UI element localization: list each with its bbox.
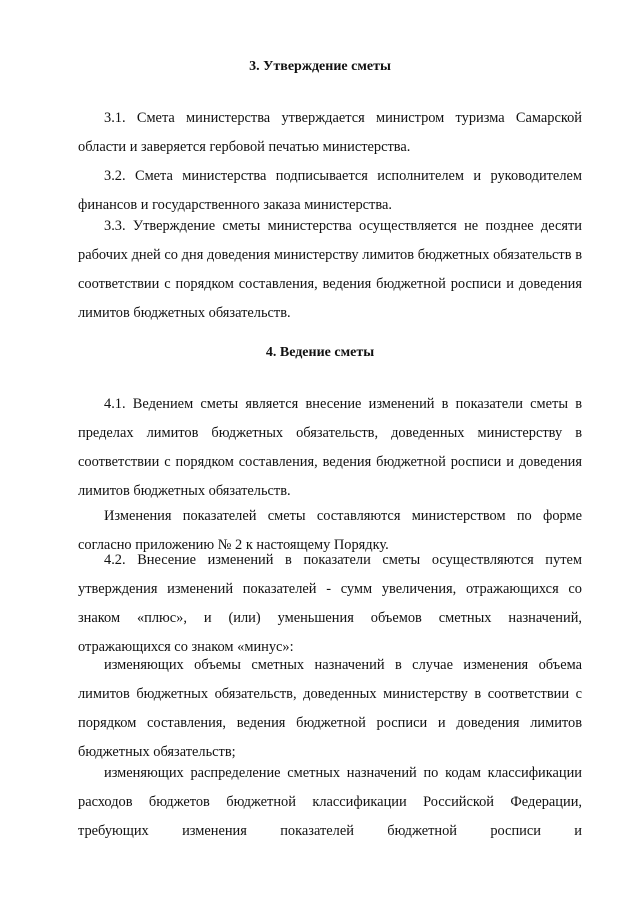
paragraph-3-2: 3.2. Смета министерства подписывается исполнителем и руководителем финансов и государственного заказа министерства. <box>78 168 582 213</box>
paragraph-changes-form: Изменения показателей сметы составляются министерством по форме согласно приложению № 2 к настоящему Порядку. <box>78 508 582 553</box>
paragraph-distribution-changes: изменяющих распределение сметных назначений по кодам классификации расходов бюджетов бюджетной классификации Российской Федерации, требующих изменения показателей бюджетной росписи и <box>78 765 582 839</box>
paragraph-4-1: 4.1. Ведением сметы является внесение изменений в показатели сметы в пределах лимитов бюджетных обязательств, доведенных министерству в соответствии с порядком составления, ведения бюджетной росписи и доведения лимитов бюджетных обязательств. <box>78 396 582 499</box>
paragraph-3-1: 3.1. Смета министерства утверждается министром туризма Самарской области и заверяется гербовой печатью министерства. <box>78 110 582 155</box>
paragraph-4-2: 4.2. Внесение изменений в показатели сметы осуществляются путем утверждения изменений показателей - сумм увеличения, отражающихся со знаком «плюс», и (или) уменьшения объемов сметных назначений, отражающихся со знаком «минус»: <box>78 552 582 655</box>
paragraph-volume-changes: изменяющих объемы сметных назначений в случае изменения объема лимитов бюджетных обязательств, доведенных министерству в соответствии с порядком составления, ведения бюджетной росписи и доведения лимитов бюджетных обязательств; <box>78 657 582 760</box>
section-heading-approval: 3. Утверждение сметы <box>249 59 391 74</box>
paragraph-3-3: 3.3. Утверждение сметы министерства осуществляется не позднее десяти рабочих дней со дня доведения министерству лимитов бюджетных обязательств в соответствии с порядком составления, ведения бюджетной росписи и доведения лимитов бюджетных обязательств. <box>78 218 582 321</box>
section-heading-maintenance: 4. Ведение сметы <box>265 345 375 360</box>
